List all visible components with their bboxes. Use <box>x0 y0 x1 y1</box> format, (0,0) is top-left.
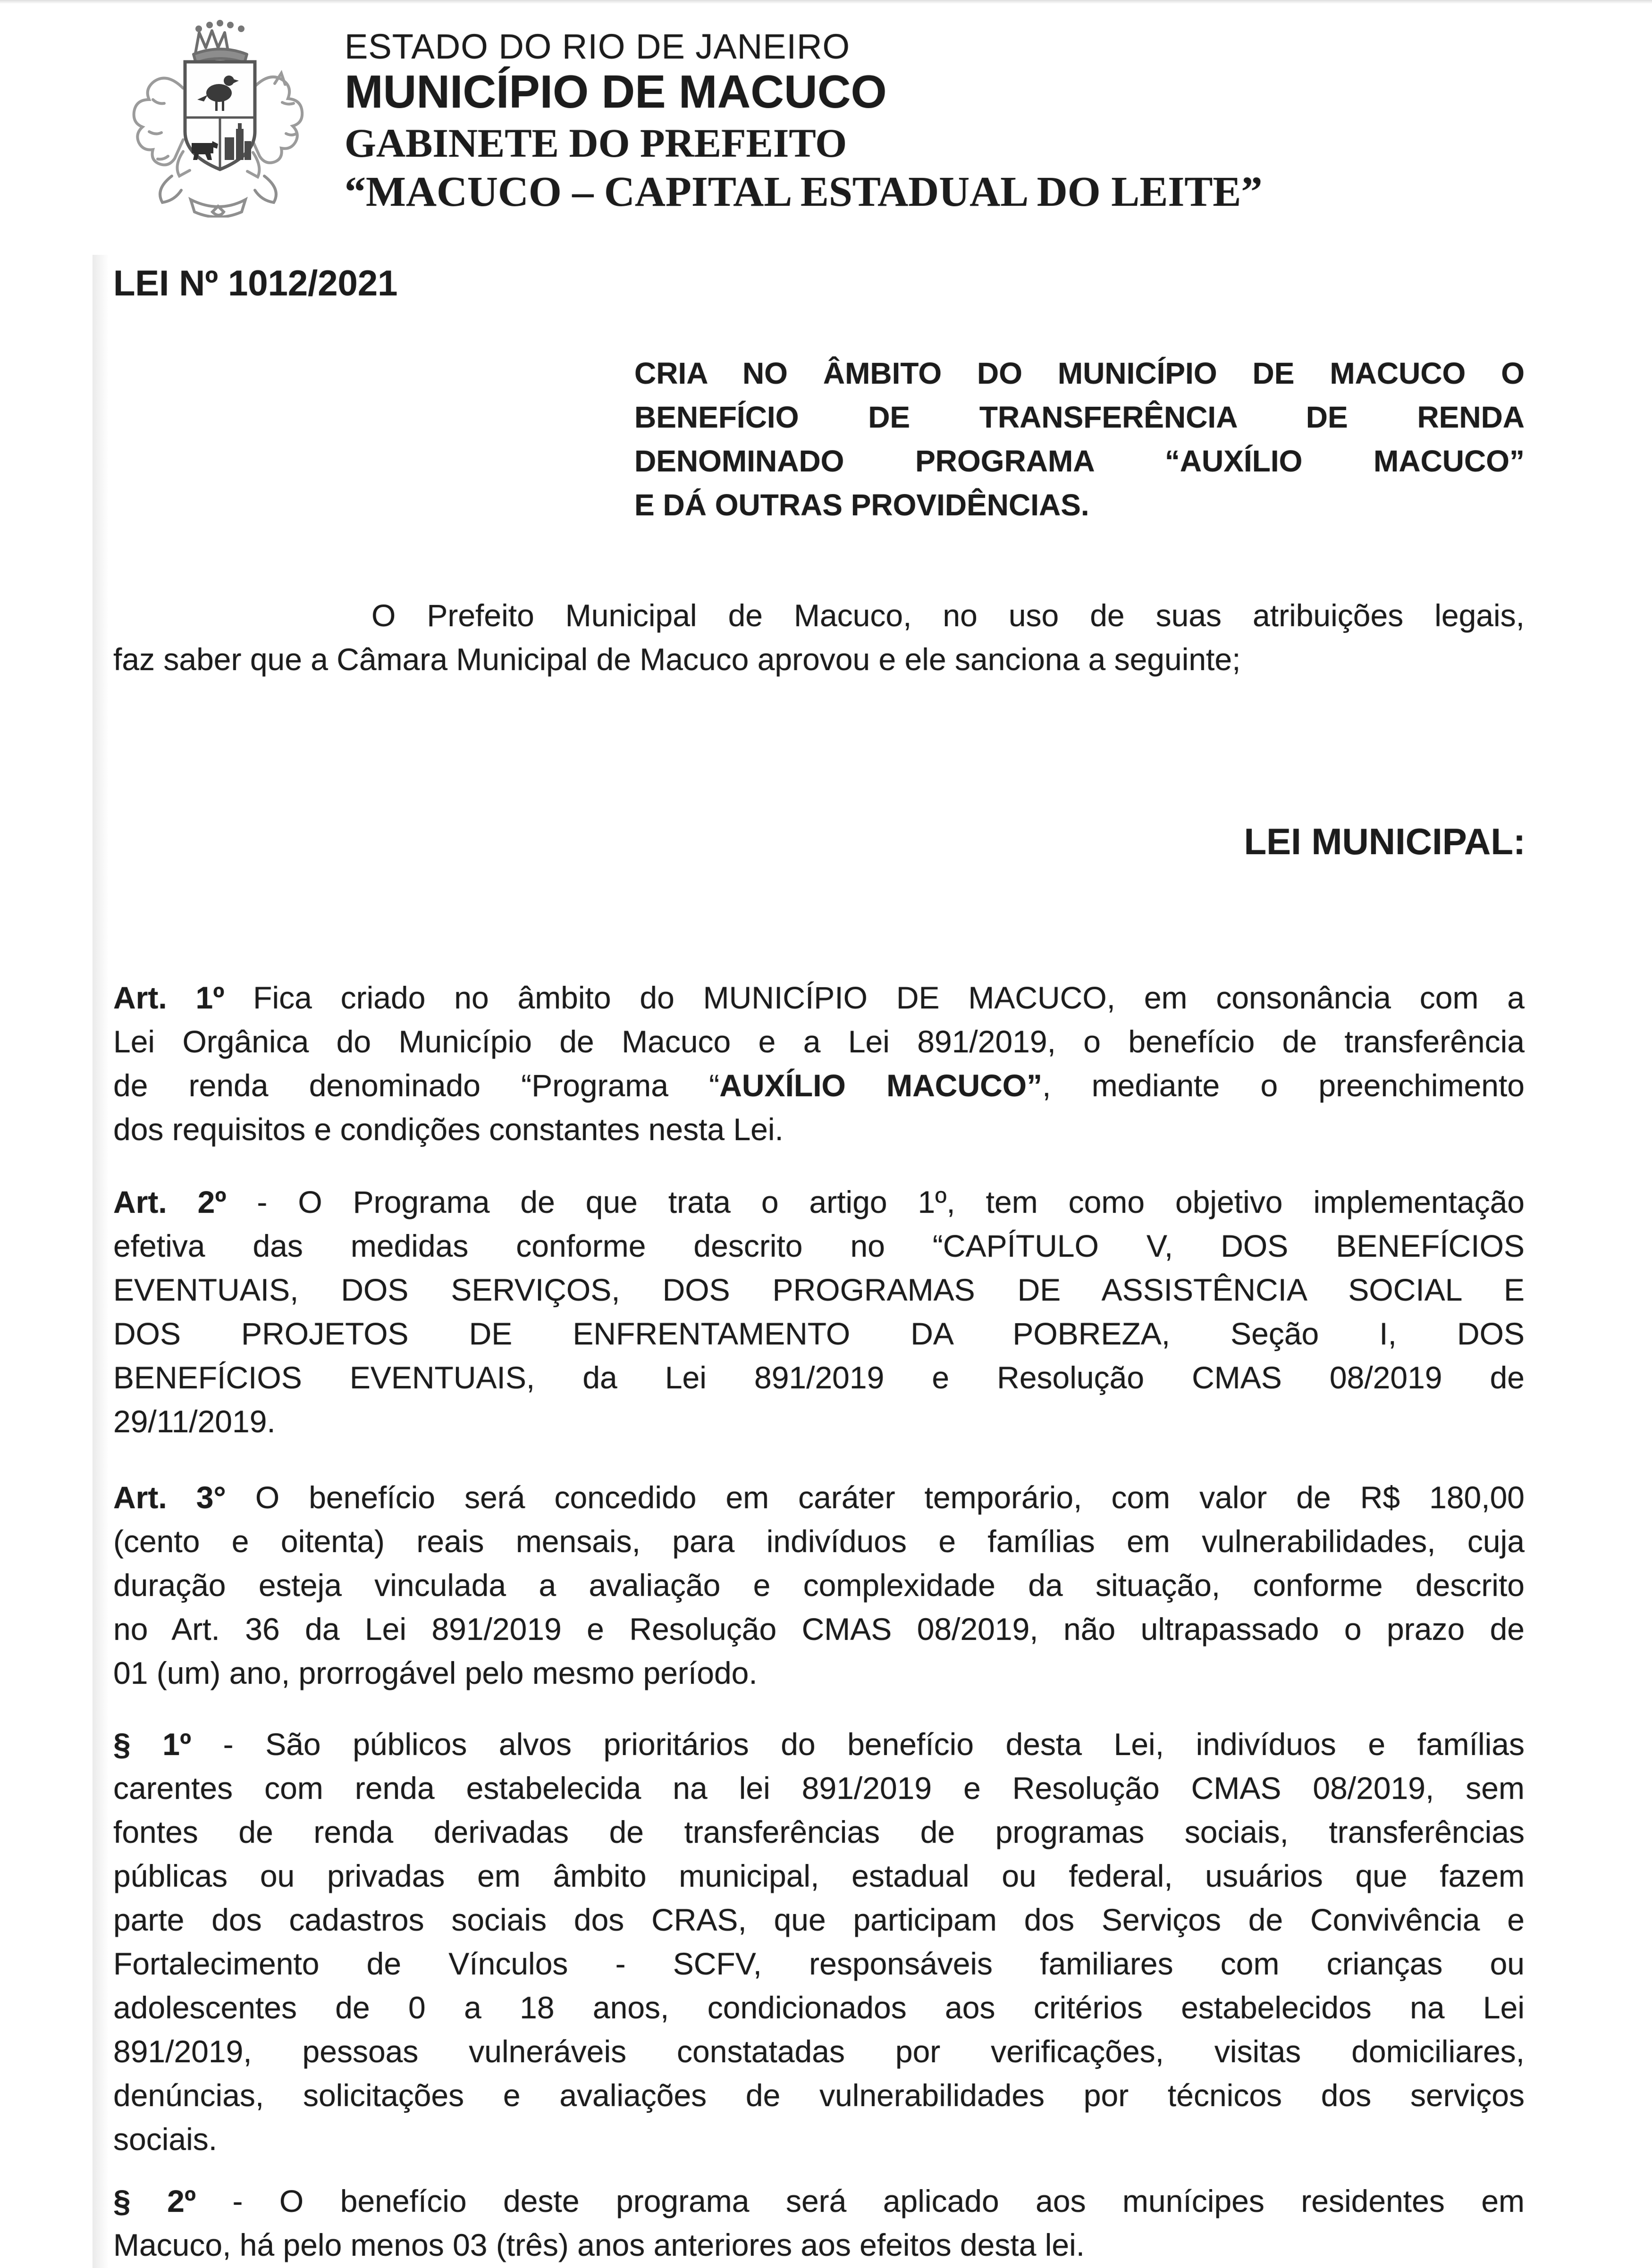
text-line: faz saber que a Câmara Municipal de Macuco aprovou e ele sanciona a seguinte; <box>113 642 1241 677</box>
text-line: 29/11/2019. <box>113 1404 276 1439</box>
text-line: efetiva das medidas conforme descrito no “CAPÍTULO V, DOS BENEFÍCIOS <box>113 1228 1525 1263</box>
text-line: parte dos cadastros sociais dos CRAS, que participam dos Serviços de Convivência e <box>113 1902 1525 1937</box>
preamble-paragraph <box>113 594 1525 681</box>
text-line: DOS PROJETOS DE ENFRENTAMENTO DA POBREZA, Seção I, DOS <box>113 1316 1525 1351</box>
text-line: Art. 1º Fica criado no âmbito do MUNICÍPIO DE MACUCO, em consonância com a <box>113 980 1525 1015</box>
article-3-paragraph <box>113 1476 1525 1695</box>
text-line: § 2º - O benefício deste programa será aplicado aos munícipes residentes em <box>113 2184 1525 2218</box>
section-heading: LEI MUNICIPAL: <box>1244 821 1526 862</box>
header-office-line: GABINETE DO PREFEITO <box>345 120 847 166</box>
law-number: LEI Nº 1012/2021 <box>113 263 398 303</box>
article-1-paragraph <box>113 976 1525 1151</box>
header-motto-line: “MACUCO – CAPITAL ESTADUAL DO LEITE” <box>345 168 1263 215</box>
text-line: Art. 2º - O Programa de que trata o artigo 1º, tem como objetivo implementação <box>113 1184 1525 1219</box>
text-line: CRIA NO ÂMBITO DO MUNICÍPIO DE MACUCO O <box>634 356 1525 390</box>
text-line: dos requisitos e condições constantes nesta Lei. <box>113 1112 784 1147</box>
text-line: Lei Orgânica do Município de Macuco e a Lei 891/2019, o benefício de transferência <box>113 1024 1525 1059</box>
text-line: O Prefeito Municipal de Macuco, no uso de suas atribuições legais, <box>371 598 1525 633</box>
scan-artifact-top <box>0 0 1652 4</box>
text-line: § 1º - São públicos alvos prioritários do benefício desta Lei, indivíduos e famílias <box>113 1727 1525 1762</box>
scan-artifact-left-edge <box>93 255 109 2268</box>
text-line: carentes com renda estabelecida na lei 891/2019 e Resolução CMAS 08/2019, sem <box>113 1771 1525 1806</box>
municipal-coat-of-arms-icon <box>125 15 312 218</box>
text-line: Art. 3° O benefício será concedido em caráter temporário, com valor de R$ 180,00 <box>113 1480 1525 1515</box>
text-line: duração esteja vinculada a avaliação e complexidade da situação, conforme descrito <box>113 1568 1525 1603</box>
paragraph-2 <box>113 2179 1525 2267</box>
text-line: adolescentes de 0 a 18 anos, condicionados aos critérios estabelecidos na Lei <box>113 1990 1525 2025</box>
text-line: de renda denominado “Programa “AUXÍLIO MACUCO”, mediante o preenchimento <box>113 1068 1525 1103</box>
article-2-paragraph <box>113 1180 1525 1444</box>
text-line: 01 (um) ano, prorrogável pelo mesmo período. <box>113 1655 758 1690</box>
header-state-line: ESTADO DO RIO DE JANEIRO <box>345 27 851 66</box>
text-line: fontes de renda derivadas de transferências de programas sociais, transferências <box>113 1814 1525 1849</box>
text-line: DENOMINADO PROGRAMA “AUXÍLIO MACUCO” <box>634 444 1525 478</box>
text-line: sociais. <box>113 2122 218 2157</box>
text-line: no Art. 36 da Lei 891/2019 e Resolução CMAS 08/2019, não ultrapassado o prazo de <box>113 1612 1525 1646</box>
text-line: (cento e oitenta) reais mensais, para indivíduos e famílias em vulnerabilidades, cuja <box>113 1524 1525 1559</box>
text-line: E DÁ OUTRAS PROVIDÊNCIAS. <box>634 488 1089 522</box>
header-municipality-line: MUNICÍPIO DE MACUCO <box>345 66 887 118</box>
text-line: Macuco, há pelo menos 03 (três) anos anteriores aos efeitos desta lei. <box>113 2227 1085 2262</box>
text-line: BENEFÍCIO DE TRANSFERÊNCIA DE RENDA <box>634 400 1525 434</box>
ementa-block <box>634 352 1525 527</box>
text-line: denúncias, solicitações e avaliações de vulnerabilidades por técnicos dos serviços <box>113 2078 1525 2113</box>
text-line: 891/2019, pessoas vulneráveis constatadas por verificações, visitas domiciliares, <box>113 2034 1525 2069</box>
text-line: públicas ou privadas em âmbito municipal, estadual ou federal, usuários que fazem <box>113 1858 1525 1893</box>
paragraph-1 <box>113 1722 1525 2161</box>
text-line: BENEFÍCIOS EVENTUAIS, da Lei 891/2019 e Resolução CMAS 08/2019 de <box>113 1360 1525 1395</box>
text-line: EVENTUAIS, DOS SERVIÇOS, DOS PROGRAMAS DE ASSISTÊNCIA SOCIAL E <box>113 1272 1525 1307</box>
text-line: Fortalecimento de Vínculos - SCFV, responsáveis familiares com crianças ou <box>113 1946 1525 1981</box>
